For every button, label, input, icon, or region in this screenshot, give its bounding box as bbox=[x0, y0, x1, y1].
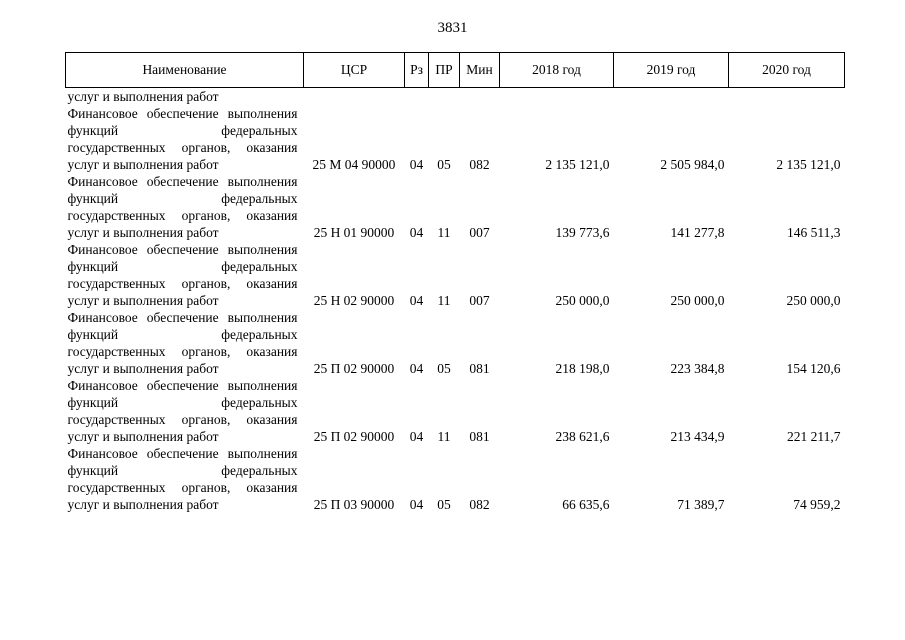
row-2020: 154 120,6 bbox=[786, 361, 841, 376]
row-2020: 250 000,0 bbox=[786, 293, 841, 308]
row-min: 081 bbox=[469, 429, 490, 444]
row-csr: 25 П 02 90000 bbox=[313, 429, 395, 444]
row-2018: 250 000,0 bbox=[555, 293, 610, 308]
row-pr: 05 bbox=[437, 497, 451, 512]
row-2019: 223 384,8 bbox=[670, 361, 725, 376]
header-rz: Рз bbox=[405, 53, 429, 88]
row-csr: 25 П 03 90000 bbox=[313, 497, 395, 512]
row-rz: 04 bbox=[409, 361, 424, 376]
table-row bbox=[66, 309, 845, 377]
continuation-row bbox=[66, 88, 845, 106]
header-name: Наименование bbox=[66, 53, 304, 88]
row-rz: 04 bbox=[409, 225, 424, 240]
table-row bbox=[66, 377, 845, 445]
row-name: Финансовое обеспечение выполнения функций федеральных государственных органов, оказания услуг и выполнения работ bbox=[67, 310, 298, 376]
header-2020: 2020 год bbox=[729, 53, 845, 88]
row-2020: 146 511,3 bbox=[787, 225, 841, 240]
row-2018: 139 773,6 bbox=[555, 225, 610, 240]
row-2019: 141 277,8 bbox=[670, 225, 725, 240]
row-name: Финансовое обеспечение выполнения функций федеральных государственных органов, оказания услуг и выполнения работ bbox=[67, 242, 298, 308]
table-row bbox=[66, 445, 845, 513]
page-number: 3831 bbox=[437, 20, 468, 36]
row-2018: 66 635,6 bbox=[562, 497, 610, 512]
row-pr: 05 bbox=[437, 361, 451, 376]
row-pr: 11 bbox=[437, 293, 451, 308]
row-2020: 2 135 121,0 bbox=[776, 157, 841, 172]
row-min: 082 bbox=[469, 157, 490, 172]
header-2018: 2018 год bbox=[500, 53, 614, 88]
row-pr: 11 bbox=[437, 225, 451, 240]
header-2019: 2019 год bbox=[614, 53, 729, 88]
row-pr: 05 bbox=[437, 157, 451, 172]
row-2018: 218 198,0 bbox=[555, 361, 610, 376]
table-row bbox=[66, 173, 845, 241]
table-row bbox=[66, 105, 845, 173]
header-pr: ПР bbox=[429, 53, 460, 88]
row-csr: 25 Н 01 90000 bbox=[313, 225, 395, 240]
row-name: Финансовое обеспечение выполнения функций федеральных государственных органов, оказания услуг и выполнения работ bbox=[67, 446, 298, 512]
row-rz: 04 bbox=[409, 157, 424, 172]
table-row bbox=[66, 241, 845, 309]
table-header-row bbox=[66, 53, 845, 88]
row-csr: 25 М 04 90000 bbox=[312, 157, 396, 172]
header-csr: ЦСР bbox=[304, 53, 405, 88]
row-2019: 2 505 984,0 bbox=[660, 157, 725, 172]
row-min: 081 bbox=[469, 361, 490, 376]
row-2019: 250 000,0 bbox=[670, 293, 725, 308]
row-csr: 25 П 02 90000 bbox=[313, 361, 395, 376]
row-name: Финансовое обеспечение выполнения функций федеральных государственных органов, оказания услуг и выполнения работ bbox=[67, 106, 298, 172]
row-min: 007 bbox=[469, 293, 490, 308]
row-2019: 213 434,9 bbox=[670, 429, 725, 444]
row-2018: 2 135 121,0 bbox=[545, 157, 610, 172]
row-2019: 71 389,7 bbox=[677, 497, 725, 512]
row-2020: 221 211,7 bbox=[787, 429, 841, 444]
continuation-text: услуг и выполнения работ bbox=[67, 89, 219, 104]
header-min: Мин bbox=[460, 53, 500, 88]
row-name: Финансовое обеспечение выполнения функций федеральных государственных органов, оказания услуг и выполнения работ bbox=[67, 174, 298, 240]
row-2018: 238 621,6 bbox=[555, 429, 610, 444]
row-min: 007 bbox=[469, 225, 490, 240]
row-rz: 04 bbox=[409, 429, 424, 444]
row-rz: 04 bbox=[409, 497, 424, 512]
row-rz: 04 bbox=[409, 293, 424, 308]
row-pr: 11 bbox=[437, 429, 451, 444]
budget-table bbox=[65, 52, 845, 513]
row-2020: 74 959,2 bbox=[793, 497, 841, 512]
row-csr: 25 Н 02 90000 bbox=[313, 293, 395, 308]
row-min: 082 bbox=[469, 497, 490, 512]
row-name: Финансовое обеспечение выполнения функций федеральных государственных органов, оказания услуг и выполнения работ bbox=[67, 378, 298, 444]
